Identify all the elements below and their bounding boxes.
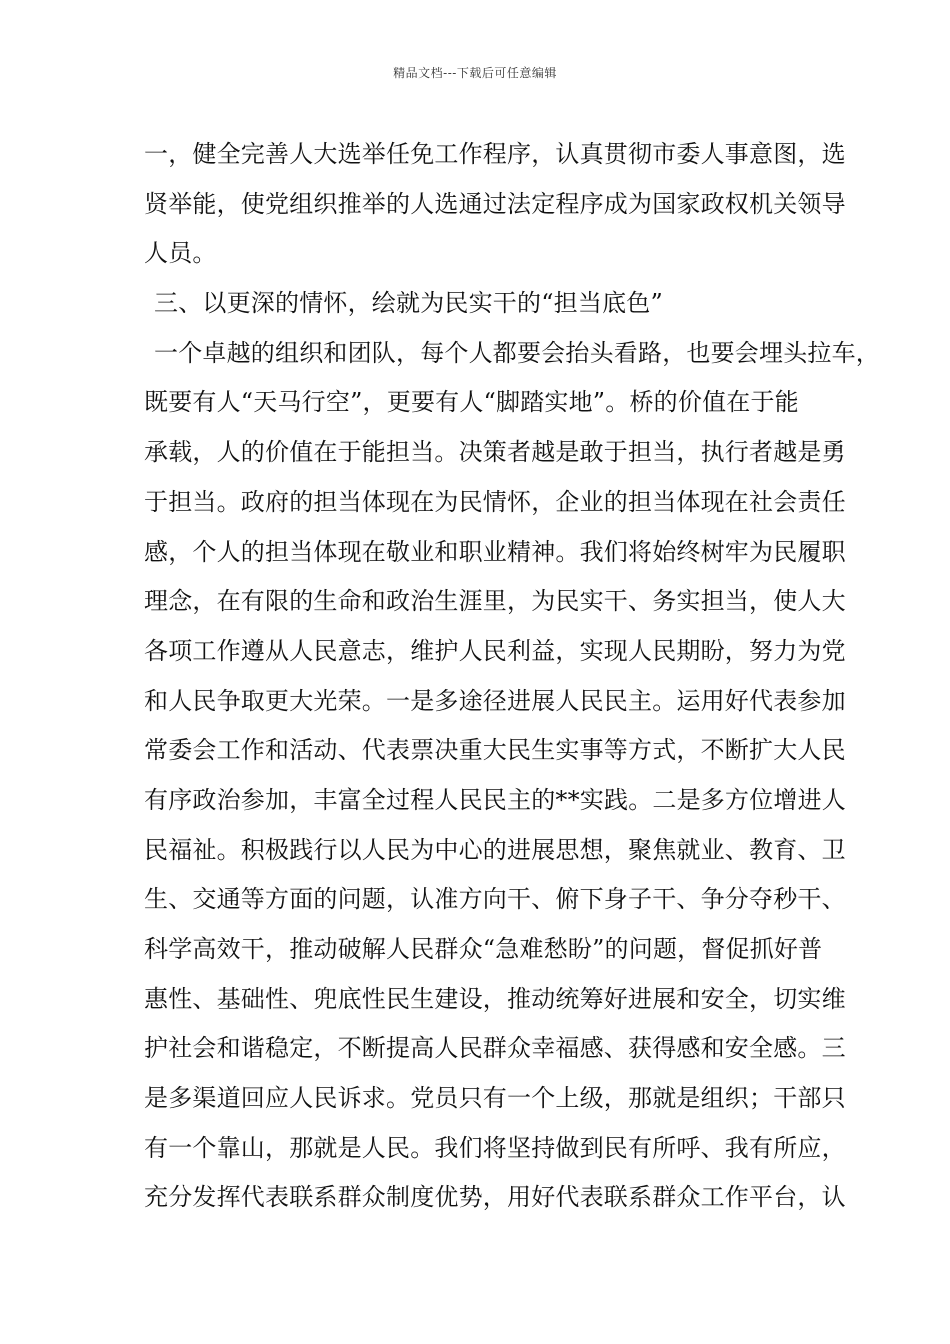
text-line: 人员。: [144, 239, 217, 268]
text-line: 一，健全完善人大选举任免工作程序，认真贯彻市委人事意图，选: [144, 140, 846, 168]
body-text: [144, 130, 880, 1223]
paragraph-first-line: 一个卓越的组织和团队，每个人都要会抬头看路，也要会埋头拉车，: [154, 338, 880, 367]
text-line: 充分发挥代表联系群众制度优势，用好代表联系群众工作平台，认: [144, 1183, 846, 1212]
text-line: 护社会和谐稳定，不断提高人民群众幸福感、获得感和安全感。三: [144, 1034, 846, 1063]
text-line: 常委会工作和活动、代表票决重大民生实事等方式，不断扩大人民: [144, 736, 846, 765]
text-line: 科学高效干，推动破解人民群众“急难愁盼”的问题，督促抓好普: [144, 935, 823, 963]
section-heading: 三、以更深的情怀，绘就为民实干的“担当底色”: [154, 289, 663, 318]
text-line: 有一个靠山，那就是人民。我们将坚持做到民有所呼、我有所应，: [144, 1133, 846, 1162]
text-line: 和人民争取更大光荣。一是多途径进展人民民主。运用好代表参加: [144, 686, 846, 715]
text-line: 于担当。政府的担当体现在为民情怀，企业的担当体现在社会责任: [144, 487, 846, 516]
text-line: 既要有人“天马行空”，更要有人“脚踏实地”。桥的价值在于能: [144, 388, 799, 417]
text-line: 各项工作遵从人民意志，维护人民利益，实现人民期盼，努力为党: [144, 636, 846, 665]
page-header: 精品文档---下载后可任意编辑: [393, 66, 557, 80]
text-line: 是多渠道回应人民诉求。党员只有一个上级，那就是组织；干部只: [144, 1084, 846, 1113]
text-line: 生、交通等方面的问题，认准方向干、俯下身子干、争分夺秒干、: [144, 885, 846, 914]
text-line: 感，个人的担当体现在敬业和职业精神。我们将始终树牢为民履职: [144, 537, 846, 566]
text-line: 民福祉。积极践行以人民为中心的进展思想，聚焦就业、教育、卫: [144, 835, 846, 864]
text-line: 承载，人的价值在于能担当。决策者越是敢于担当，执行者越是勇: [144, 438, 846, 467]
text-line: 理念，在有限的生命和政治生涯里，为民实干、务实担当，使人大: [144, 587, 846, 616]
text-line: 惠性、基础性、兜底性民生建设，推动统筹好进展和安全，切实维: [144, 984, 846, 1013]
text-line: 贤举能，使党组织推举的人选通过法定程序成为国家政权机关领导: [144, 189, 846, 218]
text-line: 有序政治参加，丰富全过程人民民主的**实践。二是多方位增进人: [144, 785, 846, 814]
